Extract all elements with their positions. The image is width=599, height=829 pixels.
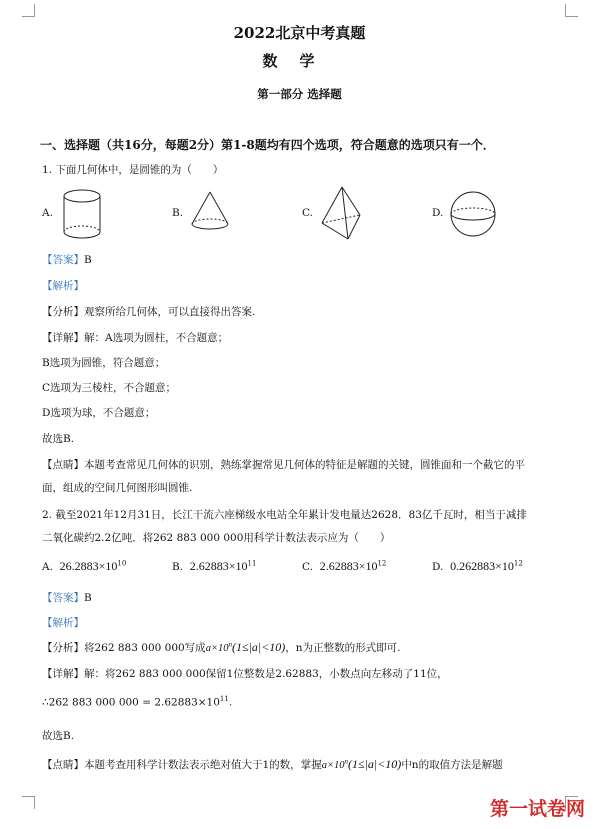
q1-dianjing — [42, 457, 525, 472]
q2-dianjing-exp: n — [344, 757, 349, 766]
q1-option-c-label: C. — [302, 207, 313, 219]
q2-dianjing-cond: (1≤|a|<10) — [348, 757, 402, 771]
q1-fenxi — [42, 304, 255, 319]
q2-option-a-exp: 10 — [117, 559, 127, 568]
q1-answer-tag: 【答案】 — [42, 254, 84, 266]
q1-fenxi-tag: 【分析】 — [42, 306, 84, 318]
page-title: 2022北京中考真题 — [233, 24, 366, 42]
q2-fenxi-cond: (1≤|a|<10) — [232, 640, 286, 654]
q2-option-a-label: A. — [42, 561, 53, 573]
section-heading: 一、选择题（共16分，每题2分）第1-8题均有四个选项，符合题意的选项只有一个． — [40, 138, 495, 152]
q2-option-b-label: B. — [172, 561, 184, 573]
q2-xiangjie — [42, 666, 448, 681]
q1-dianjing-tag: 【点睛】 — [42, 459, 84, 471]
q1-line-c: C选项为三棱柱，不合题意； — [42, 382, 177, 394]
q2-result-post: . — [228, 696, 233, 709]
q1-option-b-label: B. — [172, 207, 184, 219]
q2-option-d-label: D. — [432, 561, 444, 573]
q2-fenxi-post: ，n为正整数的形式即可. — [285, 642, 401, 654]
q2-result-pre: ∴262 883 000 000 = 2.62883×10 — [42, 696, 220, 709]
q1-xiangjie-tag: 【详解】 — [42, 332, 84, 344]
q2-option-c-mantissa: 2.62883×10 — [319, 559, 378, 573]
q2-option-d-exp: 12 — [513, 559, 523, 568]
q2-stem-1: 2. 截至2021年12月31日，长江干流六座梯级水电站全年累计发电量达2628．83亿千瓦时，相当于减排 — [42, 509, 527, 521]
q2-fenxi-formula: a×10 — [205, 643, 229, 654]
q2-option-b-exp: 11 — [247, 559, 257, 568]
q2-dianjing-post: 中n的取值方法是解题 — [401, 759, 503, 771]
q2-option-a — [42, 559, 126, 574]
q1-stem: 1. 下面几何体中，是圆锥的为（ ） — [42, 164, 224, 176]
q1-fenxi-text: 观察所给几何体，可以直接得出答案. — [84, 306, 256, 318]
triangular-pyramid-icon — [318, 185, 366, 243]
q2-answer-tag: 【答案】 — [42, 592, 84, 604]
q2-option-c-exp: 12 — [377, 559, 387, 568]
q2-dianjing-tag: 【点睛】 — [42, 759, 84, 771]
q2-conclude: 故选B. — [42, 730, 75, 742]
q1-xiangjie — [42, 330, 228, 345]
q1-answer — [42, 252, 92, 267]
q2-fenxi — [42, 640, 400, 655]
q2-option-c-label: C. — [302, 561, 313, 573]
q1-dianjing-text: 本题考查常见几何体的识别，熟练掌握常见几何体的特征是解题的关键，圆锥面和一个截它的平 — [84, 459, 525, 471]
corner-mark-bottom-left — [22, 796, 35, 809]
q2-option-d — [432, 559, 523, 574]
q1-analysis-tag: 【解析】 — [42, 280, 84, 292]
q2-option-c — [302, 559, 386, 574]
q1-option-d-label: D. — [432, 207, 444, 219]
q2-fenxi-exp: n — [228, 640, 233, 649]
q2-analysis-tag: 【解析】 — [42, 617, 84, 629]
q2-result-exp: 11 — [219, 695, 229, 703]
q2-result — [42, 695, 232, 709]
q1-answer-value: B — [84, 254, 92, 266]
q2-option-b — [172, 559, 256, 574]
cone-icon — [188, 190, 236, 234]
corner-mark-top-right — [565, 4, 578, 17]
q2-dianjing-formula: a×10 — [321, 760, 345, 771]
q2-xiangjie-tag: 【详解】 — [42, 668, 84, 680]
subject-title: 数学 — [262, 52, 337, 70]
q1-conclude: 故选B. — [42, 433, 75, 445]
part-title: 第一部分 选择题 — [257, 87, 342, 101]
q1-line-b: B选项为圆锥，符合题意； — [42, 357, 166, 369]
q2-fenxi-tag: 【分析】 — [42, 642, 84, 654]
q2-answer-value: B — [84, 592, 92, 604]
q2-answer — [42, 590, 92, 605]
q2-option-a-mantissa: 26.2883×10 — [59, 559, 118, 573]
q2-option-d-mantissa: 0.262883×10 — [450, 559, 514, 573]
q2-dianjing — [42, 757, 503, 772]
q1-dianjing-cont: 面，组成的空间几何图形叫圆锥. — [42, 482, 193, 494]
q1-line-d: D选项为球，不合题意； — [42, 407, 156, 419]
q2-xiangjie-text: 解：将262 883 000 000保留1位整数是2.62883，小数点向左移动了11位， — [84, 668, 448, 680]
q2-dianjing-pre: 本题考查用科学计数法表示绝对值大于1的数，掌握 — [84, 759, 322, 771]
corner-mark-top-left — [22, 4, 35, 17]
q1-xiangjie-text: 解：A选项为圆柱，不合题意； — [84, 332, 229, 344]
q1-option-a-label: A. — [42, 207, 53, 219]
cylinder-icon — [60, 186, 106, 242]
watermark-logo: 第一试卷网 — [489, 798, 585, 820]
q2-stem-2: 二氧化碳约2.2亿吨．将262 883 000 000用科学计数法表示应为（ ） — [42, 532, 391, 544]
q2-option-b-mantissa: 2.62883×10 — [189, 559, 248, 573]
q2-fenxi-pre: 将262 883 000 000写成 — [84, 642, 206, 654]
sphere-icon — [448, 190, 502, 240]
